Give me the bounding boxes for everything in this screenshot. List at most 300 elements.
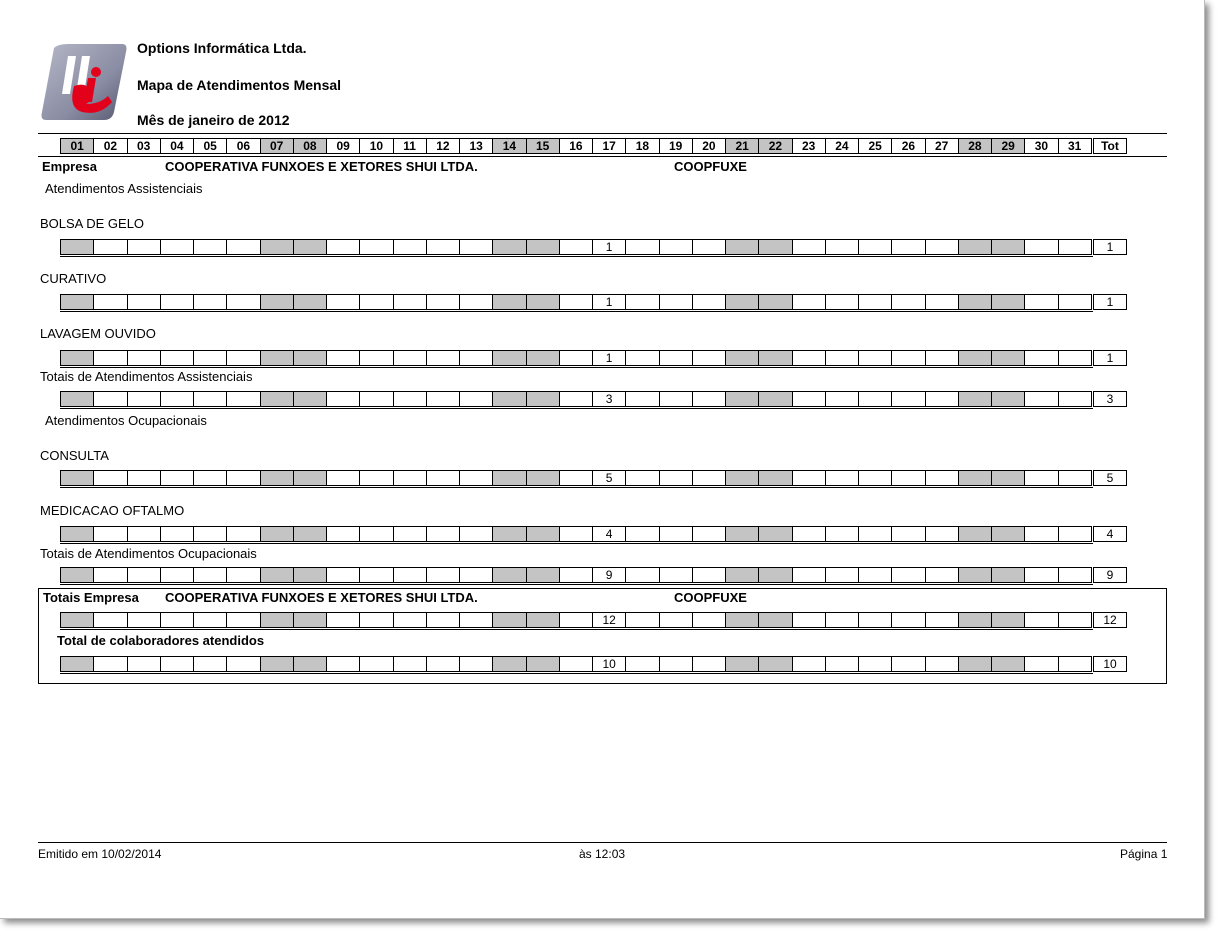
grid-cell <box>991 526 1025 542</box>
grid-cell <box>426 526 460 542</box>
grid-cell <box>559 526 593 542</box>
grid-cell <box>193 470 227 486</box>
grid-cell <box>426 350 460 366</box>
grid-cell <box>359 470 393 486</box>
grid-cell <box>991 294 1025 310</box>
grid-cell <box>526 391 560 407</box>
totals-empresa-name: COOPERATIVA FUNXOES E XETORES SHUI LTDA. <box>165 590 478 605</box>
grid-cell <box>260 294 294 310</box>
grid-cell <box>60 656 94 672</box>
grid-cell <box>1058 526 1092 542</box>
colaboradores-label: Total de colaboradores atendidos <box>57 633 265 648</box>
header-rule-bottom <box>38 156 1167 157</box>
grid-cell <box>758 567 792 583</box>
row-label: LAVAGEM OUVIDO <box>40 326 156 341</box>
grid-cell <box>1024 391 1058 407</box>
empresa-code: COOPFUXE <box>674 159 747 174</box>
grid-cell <box>725 612 759 628</box>
grid-cell <box>858 391 892 407</box>
grid-cell <box>160 526 194 542</box>
grid-cell <box>692 294 726 310</box>
grid-cell <box>825 239 859 255</box>
grid-cell <box>426 239 460 255</box>
grid-cell <box>127 526 161 542</box>
day-header-cell: 02 <box>93 138 127 154</box>
grid-cell <box>293 567 327 583</box>
totals-empresa-label: Totais Empresa <box>43 590 139 605</box>
grid-cell <box>93 350 127 366</box>
grid-cell <box>459 470 493 486</box>
day-header-cell: 19 <box>659 138 693 154</box>
grid-cell <box>293 526 327 542</box>
grid-cell <box>293 391 327 407</box>
grid-cell <box>393 526 427 542</box>
grid-cell <box>692 612 726 628</box>
grid-cell <box>160 350 194 366</box>
grid-cell <box>359 526 393 542</box>
grid-cell <box>93 656 127 672</box>
grid-cell <box>1058 656 1092 672</box>
grid-cell <box>393 391 427 407</box>
grid-cell <box>625 239 659 255</box>
grid-cell <box>127 656 161 672</box>
day-header-cell: 26 <box>891 138 925 154</box>
day-header-cell: 13 <box>459 138 493 154</box>
grid-cell <box>725 391 759 407</box>
grid-cell <box>1024 470 1058 486</box>
grid-cell <box>1058 470 1092 486</box>
grid-cell <box>858 656 892 672</box>
grid-cell <box>625 526 659 542</box>
grid-cell <box>459 391 493 407</box>
grid-cell <box>127 612 161 628</box>
grid-cell <box>692 239 726 255</box>
grid-cell <box>127 239 161 255</box>
day-header-cell: 23 <box>792 138 826 154</box>
grid-cell <box>792 612 826 628</box>
grid-cell <box>526 350 560 366</box>
day-header-cell: 11 <box>393 138 427 154</box>
day-header-cell: 14 <box>492 138 526 154</box>
grid-total-cell: 1 <box>1093 239 1127 255</box>
grid-cell <box>725 350 759 366</box>
day-header-cell: 01 <box>60 138 94 154</box>
grid-cell <box>958 526 992 542</box>
grid-row-underline <box>60 487 1093 488</box>
grid-cell <box>659 526 693 542</box>
empresa-label: Empresa <box>42 159 97 174</box>
grid-cell <box>825 350 859 366</box>
footer-page: Página 1 <box>1120 847 1168 861</box>
grid-cell <box>226 526 260 542</box>
grid-cell <box>93 526 127 542</box>
day-header-cell: 28 <box>958 138 992 154</box>
grid-cell <box>193 526 227 542</box>
grid-cell <box>659 567 693 583</box>
grid-cell <box>825 612 859 628</box>
grid-cell <box>958 391 992 407</box>
grid-cell <box>93 567 127 583</box>
grid-cell <box>758 526 792 542</box>
grid-cell <box>958 350 992 366</box>
grid-cell <box>725 656 759 672</box>
day-header-cell: 09 <box>326 138 360 154</box>
grid-cell <box>226 612 260 628</box>
day-header-cell: 30 <box>1024 138 1058 154</box>
day-header-cell: 21 <box>725 138 759 154</box>
grid-total-cell: 3 <box>1093 391 1127 407</box>
grid-total-cell: 12 <box>1093 612 1127 628</box>
grid-cell <box>359 239 393 255</box>
grid-cell <box>293 294 327 310</box>
grid-cell <box>127 470 161 486</box>
grid-cell <box>492 526 526 542</box>
grid-cell <box>359 612 393 628</box>
grid-cell <box>459 350 493 366</box>
grid-cell <box>127 350 161 366</box>
grid-cell <box>925 391 959 407</box>
grid-cell <box>991 391 1025 407</box>
day-header-cell: 16 <box>559 138 593 154</box>
grid-cell <box>526 470 560 486</box>
grid-cell <box>559 350 593 366</box>
grid-cell <box>625 391 659 407</box>
grid-cell <box>958 470 992 486</box>
grid-cell <box>359 567 393 583</box>
grid-cell <box>792 567 826 583</box>
grid-row-underline <box>60 629 1093 630</box>
grid-cell <box>758 350 792 366</box>
grid-cell <box>193 391 227 407</box>
grid-cell <box>559 656 593 672</box>
grid-cell: 5 <box>592 470 626 486</box>
row-label: CONSULTA <box>40 448 109 463</box>
grid-cell <box>1058 239 1092 255</box>
grid-cell <box>226 567 260 583</box>
grid-row-underline <box>60 256 1093 257</box>
grid-cell <box>1024 239 1058 255</box>
grid-cell <box>925 350 959 366</box>
grid-cell <box>226 656 260 672</box>
day-header-cell: 10 <box>359 138 393 154</box>
grid-cell <box>758 239 792 255</box>
grid-total-cell: 5 <box>1093 470 1127 486</box>
grid-cell <box>792 391 826 407</box>
grid-cell <box>758 391 792 407</box>
grid-total-cell: 9 <box>1093 567 1127 583</box>
grid-cell <box>925 612 959 628</box>
grid-cell <box>459 656 493 672</box>
grid-cell <box>426 391 460 407</box>
day-header-cell: 04 <box>160 138 194 154</box>
grid-cell <box>925 470 959 486</box>
grid-cell <box>659 612 693 628</box>
grid-cell <box>492 470 526 486</box>
grid-cell <box>659 470 693 486</box>
grid-cell <box>891 567 925 583</box>
grid-cell <box>858 612 892 628</box>
grid-cell <box>226 239 260 255</box>
grid-cell <box>93 294 127 310</box>
grid-cell <box>93 612 127 628</box>
footer-emitted: Emitido em 10/02/2014 <box>38 847 162 861</box>
grid-cell: 1 <box>592 294 626 310</box>
grid-total-cell: 1 <box>1093 294 1127 310</box>
row-label: CURATIVO <box>40 271 107 286</box>
grid-cell <box>725 239 759 255</box>
grid-cell <box>426 470 460 486</box>
grid-cell <box>692 350 726 366</box>
day-header-cell: 20 <box>692 138 726 154</box>
grid-cell <box>193 612 227 628</box>
grid-cell <box>659 391 693 407</box>
grid-total-cell: 10 <box>1093 656 1127 672</box>
grid-cell <box>1024 526 1058 542</box>
grid-cell <box>60 567 94 583</box>
grid-cell <box>60 470 94 486</box>
grid-cell <box>958 656 992 672</box>
grid-cell <box>60 350 94 366</box>
grid-cell <box>326 239 360 255</box>
grid-cell <box>758 470 792 486</box>
grid-cell <box>426 612 460 628</box>
grid-cell <box>659 656 693 672</box>
grid-cell <box>426 656 460 672</box>
grid-cell <box>692 391 726 407</box>
day-header-cell: 15 <box>526 138 560 154</box>
grid-cell <box>1058 612 1092 628</box>
grid-cell <box>293 470 327 486</box>
grid-cell <box>559 294 593 310</box>
company-name: Options Informática Ltda. <box>137 40 307 56</box>
grid-cell <box>326 656 360 672</box>
grid-cell <box>459 612 493 628</box>
grid-cell <box>958 294 992 310</box>
grid-cell <box>226 294 260 310</box>
grid-cell <box>326 526 360 542</box>
grid-row-underline <box>60 311 1093 312</box>
grid-cell <box>825 656 859 672</box>
grid-cell <box>526 612 560 628</box>
grid-cell <box>492 656 526 672</box>
grid-cell <box>792 656 826 672</box>
grid-cell <box>260 656 294 672</box>
grid-cell <box>326 470 360 486</box>
grid-cell <box>1058 350 1092 366</box>
grid-cell <box>260 526 294 542</box>
grid-cell <box>559 391 593 407</box>
grid-cell <box>825 567 859 583</box>
grid-cell <box>426 567 460 583</box>
grid-cell <box>260 350 294 366</box>
grid-cell <box>426 294 460 310</box>
grid-cell <box>925 239 959 255</box>
grid-row-underline <box>60 543 1093 544</box>
grid-cell <box>559 239 593 255</box>
grid-cell <box>459 239 493 255</box>
grid-cell: 1 <box>592 350 626 366</box>
grid-cell <box>725 470 759 486</box>
grid-cell <box>260 239 294 255</box>
grid-cell <box>1024 567 1058 583</box>
grid-cell <box>160 612 194 628</box>
grid-cell <box>526 239 560 255</box>
grid-cell <box>393 239 427 255</box>
grid-cell <box>492 239 526 255</box>
grid-cell <box>1058 294 1092 310</box>
day-header-cell: 07 <box>260 138 294 154</box>
day-header-cell: 18 <box>625 138 659 154</box>
grid-cell <box>625 350 659 366</box>
grid-cell <box>160 294 194 310</box>
day-header-cell: 08 <box>293 138 327 154</box>
grid-cell <box>758 612 792 628</box>
grid-cell <box>160 656 194 672</box>
grid-row-underline <box>60 408 1093 409</box>
grid-cell <box>825 526 859 542</box>
grid-cell <box>127 294 161 310</box>
grid-cell <box>725 294 759 310</box>
report-title: Mapa de Atendimentos Mensal <box>137 77 342 93</box>
grid-cell <box>293 612 327 628</box>
grid-cell <box>459 526 493 542</box>
grid-cell <box>60 294 94 310</box>
grid-cell: 9 <box>592 567 626 583</box>
grid-cell <box>127 567 161 583</box>
grid-cell <box>991 612 1025 628</box>
grid-cell <box>359 656 393 672</box>
grid-cell <box>625 470 659 486</box>
grid-cell: 3 <box>592 391 626 407</box>
grid-cell <box>293 239 327 255</box>
header-rule-top <box>38 133 1167 134</box>
grid-cell <box>60 526 94 542</box>
day-header-cell: 03 <box>127 138 161 154</box>
grid-cell <box>193 239 227 255</box>
grid-cell <box>725 567 759 583</box>
grid-cell <box>393 470 427 486</box>
grid-cell <box>858 239 892 255</box>
grid-cell <box>526 526 560 542</box>
grid-cell <box>559 567 593 583</box>
section-totals-label: Totais de Atendimentos Ocupacionais <box>40 546 257 561</box>
day-header-cell: 31 <box>1058 138 1092 154</box>
grid-cell <box>958 612 992 628</box>
grid-cell <box>226 391 260 407</box>
grid-cell <box>858 470 892 486</box>
grid-cell <box>393 350 427 366</box>
grid-cell <box>625 656 659 672</box>
grid-cell <box>991 567 1025 583</box>
grid-cell <box>459 567 493 583</box>
grid-row-underline <box>60 673 1093 674</box>
grid-cell <box>858 294 892 310</box>
grid-cell <box>758 294 792 310</box>
grid-cell <box>60 612 94 628</box>
grid-cell <box>526 294 560 310</box>
grid-cell <box>858 350 892 366</box>
day-header-cell: 24 <box>825 138 859 154</box>
grid-cell <box>891 294 925 310</box>
grid-cell <box>93 239 127 255</box>
grid-cell <box>193 656 227 672</box>
grid-cell <box>925 567 959 583</box>
grid-cell <box>692 470 726 486</box>
grid-cell <box>193 567 227 583</box>
grid-cell <box>625 567 659 583</box>
grid-cell <box>792 294 826 310</box>
grid-cell <box>526 567 560 583</box>
grid-cell <box>492 350 526 366</box>
grid-cell <box>326 350 360 366</box>
footer-rule <box>38 842 1167 843</box>
grid-cell <box>260 391 294 407</box>
day-header-cell: 27 <box>925 138 959 154</box>
grid-cell <box>492 391 526 407</box>
grid-cell <box>1024 656 1058 672</box>
grid-cell <box>958 239 992 255</box>
grid-row-underline <box>60 584 1093 585</box>
grid-cell <box>991 656 1025 672</box>
grid-cell <box>659 239 693 255</box>
grid-cell <box>127 391 161 407</box>
grid-cell <box>925 656 959 672</box>
grid-cell <box>393 294 427 310</box>
grid-cell <box>1024 294 1058 310</box>
row-label: MEDICACAO OFTALMO <box>40 503 185 518</box>
total-header-cell: Tot <box>1093 138 1127 154</box>
grid-total-cell: 4 <box>1093 526 1127 542</box>
grid-cell <box>326 391 360 407</box>
day-header-cell: 12 <box>426 138 460 154</box>
day-header-cell: 17 <box>592 138 626 154</box>
day-header-cell: 29 <box>991 138 1025 154</box>
grid-cell <box>1058 391 1092 407</box>
grid-cell <box>326 612 360 628</box>
grid-cell <box>160 391 194 407</box>
day-header-cell: 05 <box>193 138 227 154</box>
grid-cell <box>160 239 194 255</box>
grid-cell: 4 <box>592 526 626 542</box>
grid-total-cell: 1 <box>1093 350 1127 366</box>
grid-cell <box>393 612 427 628</box>
grid-cell <box>293 350 327 366</box>
grid-cell <box>193 350 227 366</box>
grid-cell <box>792 239 826 255</box>
grid-row-underline <box>60 367 1093 368</box>
grid-cell <box>891 391 925 407</box>
grid-cell <box>393 567 427 583</box>
grid-cell <box>792 470 826 486</box>
grid-cell <box>326 294 360 310</box>
grid-cell <box>293 656 327 672</box>
row-label: BOLSA DE GELO <box>40 216 145 231</box>
grid-cell <box>625 612 659 628</box>
grid-cell <box>492 294 526 310</box>
grid-cell <box>891 612 925 628</box>
grid-cell <box>260 612 294 628</box>
section-title: Atendimentos Ocupacionais <box>45 413 207 428</box>
grid-cell <box>160 567 194 583</box>
grid-cell <box>1024 350 1058 366</box>
grid-cell <box>526 656 560 672</box>
grid-cell <box>193 294 227 310</box>
grid-cell <box>925 294 959 310</box>
grid-cell <box>559 612 593 628</box>
grid-cell <box>393 656 427 672</box>
grid-cell: 12 <box>592 612 626 628</box>
grid-cell <box>692 526 726 542</box>
